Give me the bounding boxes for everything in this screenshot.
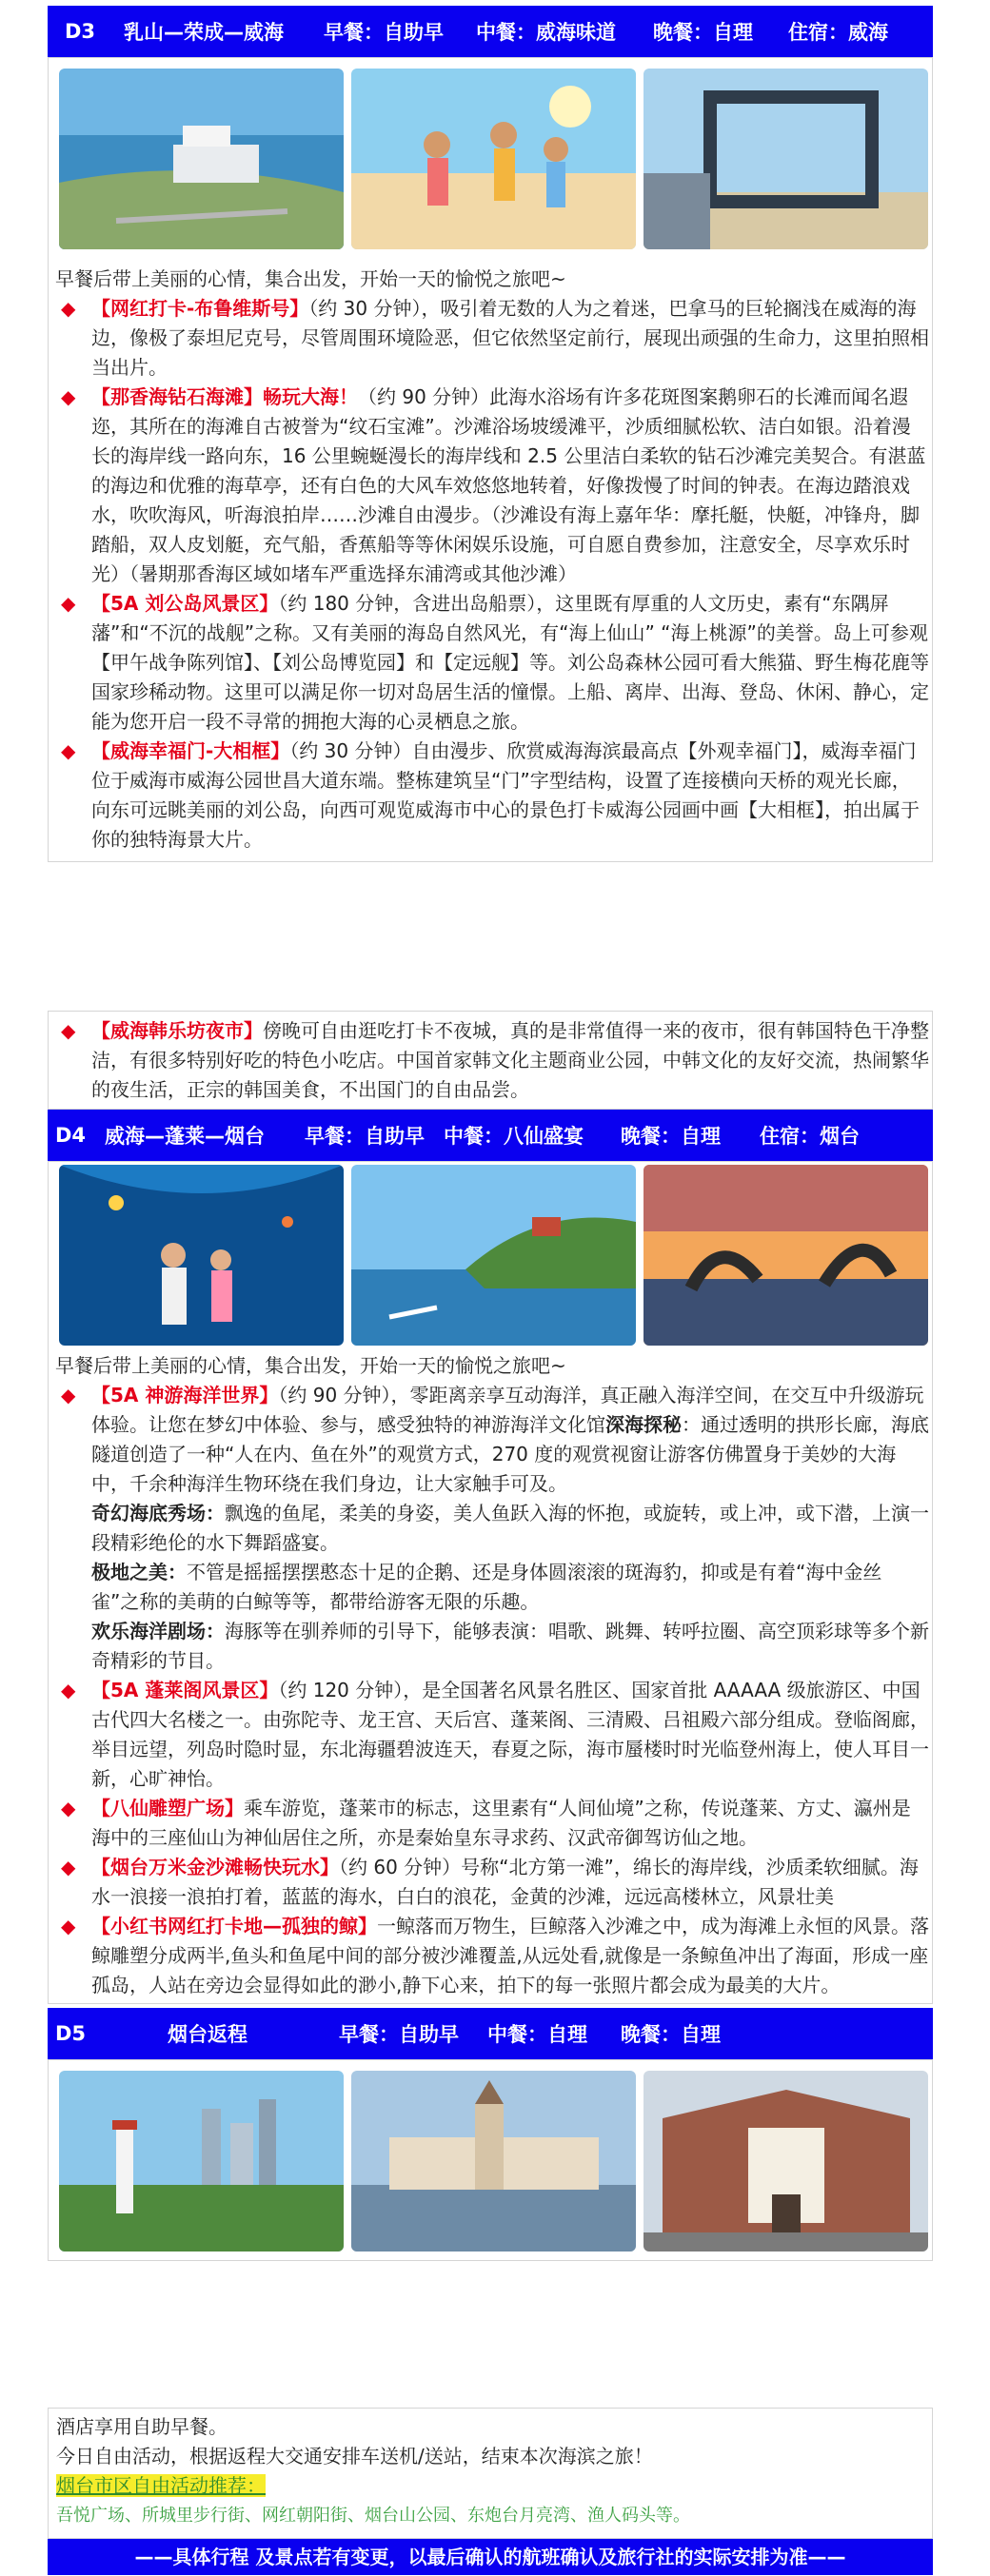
day5-gallery bbox=[59, 2071, 928, 2252]
sub-item-value: 不管是摇摇摆摆憨态十足的企鹅、还是身体圆滚滚的斑海豹，抑或是有着“海中金丝雀”之称的美萌的白鲸等等，都带给游客无限的乐趣。 bbox=[91, 1561, 882, 1613]
attraction-title: 【那香海钻石海滩】畅玩大海！ bbox=[91, 385, 358, 408]
attraction-title: 【5A 蓬莱阁风景区】 bbox=[91, 1679, 279, 1701]
route-label: 烟台返程 bbox=[168, 2023, 248, 2046]
attraction-text: 一鲸落而万物生，巨鲸落入沙滩之中，成为海滩上永恒的风景。落鲸雕塑分成两半,鱼头和鱼尾中间的部分被沙滩覆盖,从远处看,就像是一条鲸鱼冲出了海面，形成一座孤岛，人站在旁边会显得如此的渺小,静下心来，拍下的每一张照片都会成为最美的大片。 bbox=[91, 1915, 929, 1996]
hotel-label: 住宿：烟台 bbox=[760, 1125, 860, 1148]
attraction-highlight: 深海探秘 bbox=[605, 1413, 682, 1436]
diamond-bullet-icon: ◆ bbox=[61, 592, 76, 615]
sub-item-value: 飘逸的鱼尾，柔美的身姿，美人鱼跃入海的怀抱，或旋转，或上冲，或下潜，上演一段精彩绝伦的水下舞蹈盛宴。 bbox=[91, 1502, 929, 1554]
attraction-text: （约 30 分钟），吸引着无数的人为之着迷，巴拿马的巨轮搁浅在威海的海边，像极了泰坦尼克号，尽管周围环境险恶，但它依然坚定前行，展现出顽强的生命力，这里拍照相当出片。 bbox=[91, 297, 929, 379]
diamond-bullet-icon: ◆ bbox=[61, 1384, 76, 1406]
attraction-text: （约 180 分钟，含进出岛船票），这里既有厚重的人文历史，素有“东隅屏藩”和“不沉的战舰”之称。又有美丽的海岛自然风光，有“海上仙山” “海上桃源”的美誉。岛上可参观【甲午战争陈列馆】、【刘公岛博览园】和【定远舰】等。刘公岛森林公园可看大熊猫、野生梅花鹿等国家珍稀动物。这里可以满足你一切对岛居生活的憧憬。上船、离岸、出海、登岛、休闲、静心，定能为您开启一段不寻常的拥抱大海的心灵栖息之旅。 bbox=[91, 592, 929, 733]
sub-item-value: 海豚等在驯养师的引导下，能够表演：唱歌、跳舞、转呼拉圈、高空顶彩球等多个新奇精彩的节目。 bbox=[91, 1620, 929, 1672]
whale-sculpture-sunset-photo bbox=[644, 1165, 928, 1346]
attraction-title: 【烟台万米金沙滩畅快玩水】 bbox=[91, 1856, 339, 1878]
lunch-label: 中餐：八仙盛宴 bbox=[444, 1125, 584, 1148]
diamond-bullet-icon: ◆ bbox=[61, 385, 76, 408]
list-item bbox=[55, 1676, 929, 1794]
attraction-title: 【八仙雕塑广场】 bbox=[91, 1797, 244, 1819]
list-item bbox=[55, 589, 929, 737]
list-item bbox=[55, 1853, 929, 1912]
aquarium-family-photo bbox=[59, 1165, 344, 1346]
chaoyang-street-photo bbox=[644, 2071, 928, 2252]
diamond-bullet-icon: ◆ bbox=[61, 1019, 76, 1042]
list-item bbox=[55, 1016, 929, 1105]
attraction-title: 【威海韩乐坊夜市】 bbox=[91, 1019, 263, 1042]
attraction-text: （约 30 分钟）自由漫步、欣赏威海海滨最高点【外观幸福门】，威海幸福门位于威海市威海公园世昌大道东端。整栋建筑呈“门”字型结构，设置了连接横向天桥的观光长廊，向东可远眺美丽的刘公岛，向西可观览威海市中心的景色打卡威海公园画中画【大相框】，拍出属于你的独特海景大片。 bbox=[91, 739, 920, 851]
list-item bbox=[55, 383, 929, 589]
diamond-bullet-icon: ◆ bbox=[61, 1797, 76, 1819]
yantai-lighthouse-city-photo bbox=[59, 2071, 344, 2252]
day-label: D5 bbox=[55, 2022, 87, 2045]
dinner-label: 晚餐：自理 bbox=[653, 21, 753, 44]
info-line: 今日自由活动，根据返程大交通安排车送机/送站，结束本次海滨之旅！ bbox=[56, 2445, 653, 2468]
recommend-link[interactable]: 烟台市区自由活动推荐： bbox=[56, 2474, 266, 2497]
dinner-label: 晚餐：自理 bbox=[621, 2023, 721, 2046]
hotel-label: 住宿：威海 bbox=[788, 21, 888, 44]
attraction-text: 傍晚可自由逛吃打卡不夜城，真的是非常值得一来的夜市，很有韩国特色干净整洁，有很多特别好吃的特色小吃店。中国首家韩文化主题商业公园，中韩文化的友好交流，热闹繁华的夜生活，正宗的韩国美食，不出国门的自由品尝。 bbox=[91, 1019, 929, 1101]
day-label: D4 bbox=[55, 1124, 87, 1147]
sub-item bbox=[55, 1617, 929, 1676]
list-item bbox=[55, 294, 929, 383]
change-notice-bar: ——具体行程 及景点若有变更，以最后确认的航班确认及旅行社的实际安排为准—— bbox=[48, 2539, 933, 2575]
breakfast-label: 早餐：自助早 bbox=[339, 2023, 459, 2046]
list-item bbox=[55, 1381, 929, 1499]
attraction-title: 【威海幸福门-大相框】 bbox=[91, 739, 290, 762]
breakfast-label: 早餐：自助早 bbox=[305, 1125, 425, 1148]
day3-gallery bbox=[59, 69, 928, 249]
day5-info bbox=[48, 2408, 933, 2539]
diamond-bullet-icon: ◆ bbox=[61, 1679, 76, 1701]
list-item bbox=[55, 737, 929, 855]
scenic-pier-photo bbox=[59, 69, 344, 249]
intro-text: 早餐后带上美丽的心情，集合出发，开始一天的愉悦之旅吧~ bbox=[55, 1354, 566, 1377]
night-market-text bbox=[55, 1016, 929, 1108]
day-label: D3 bbox=[65, 20, 96, 43]
diamond-bullet-icon: ◆ bbox=[61, 297, 76, 320]
attraction-text: （约 120 分钟），是全国著名风景名胜区、国家首批 AAAAA 级旅游区、中国古代四大名楼之一。由弥陀寺、龙王宫、天后宫、蓬莱阁、三清殿、吕祖殿六部分组成。登临阁廊，举目远望，列岛时隐时显，东北海疆碧波连天，春夏之际，海市蜃楼时时光临登州海上，使人耳目一新，心旷神怡。 bbox=[91, 1679, 929, 1790]
attraction-text: （约 60 分钟）号称“北方第一滩”，绵长的海岸线，沙质柔软细腻。海水一浪接一浪拍打着，蓝蓝的海水，白白的浪花，金黄的沙滩，远远高楼林立，风景壮美 bbox=[91, 1856, 919, 1908]
list-item bbox=[55, 1794, 929, 1853]
diamond-bullet-icon: ◆ bbox=[61, 739, 76, 762]
lunch-label: 中餐：威海味道 bbox=[476, 21, 616, 44]
route-label: 乳山—荣成—威海 bbox=[124, 21, 284, 44]
beach-friends-photo bbox=[351, 69, 636, 249]
diamond-bullet-icon: ◆ bbox=[61, 1915, 76, 1937]
attraction-title: 【网红打卡-布鲁维斯号】 bbox=[91, 297, 309, 320]
recommend-list: 吾悦广场、所城里步行街、网红朝阳街、烟台山公园、东炮台月亮湾、渔人码头等。 bbox=[56, 2506, 690, 2526]
day3-text bbox=[55, 265, 929, 858]
attraction-text: ：通过透明的拱形长廊，海底隧道创造了一种“人在内、鱼在外”的观赏方式，270 度的观赏视窗让游客仿佛置身于美妙的大海中，千余种海洋生物环绕在我们身边，让大家触手可及。 bbox=[91, 1413, 929, 1495]
dinner-label: 晚餐：自理 bbox=[621, 1125, 721, 1148]
penglai-coast-photo bbox=[351, 1165, 636, 1346]
day4-header-bar bbox=[48, 1110, 933, 1161]
attraction-title: 【小红书网红打卡地—孤独的鲸】 bbox=[91, 1915, 377, 1937]
day3-header-bar bbox=[48, 6, 933, 57]
attraction-title: 【5A 神游海洋世界】 bbox=[91, 1384, 279, 1406]
info-line: 酒店享用自助早餐。 bbox=[56, 2415, 228, 2438]
attraction-title: 【5A 刘公岛风景区】 bbox=[91, 592, 279, 615]
list-item bbox=[55, 1912, 929, 2000]
harbor-church-photo bbox=[351, 2071, 636, 2252]
breakfast-label: 早餐：自助早 bbox=[324, 21, 444, 44]
sub-item-key: 极地之美： bbox=[91, 1561, 187, 1583]
lunch-label: 中餐：自理 bbox=[487, 2023, 587, 2046]
attraction-text: 乘车游览，蓬莱市的标志，这里素有“人间仙境”之称，传说蓬莱、方丈、瀛州是海中的三座仙山为神仙居住之所，亦是秦始皇东寻求药、汉武帝御驾访仙之地。 bbox=[91, 1797, 911, 1849]
diamond-bullet-icon: ◆ bbox=[61, 1856, 76, 1878]
day5-header-bar bbox=[48, 2008, 933, 2059]
route-label: 威海—蓬莱—烟台 bbox=[105, 1125, 265, 1148]
sub-item-key: 欢乐海洋剧场： bbox=[91, 1620, 225, 1642]
attraction-text: （约 90 分钟）此海水浴场有许多花斑图案鹅卵石的长滩而闻名遐迩，其所在的海滩自古被誉为“纹石宝滩”。沙滩浴场坡缓滩平，沙质细腻松软、洁白如银。沿着漫长的海岸线一路向东，16 公里蜿蜒漫长的海岸线和 2.5 公里洁白柔软的钻石沙滩完美契合。有湛蓝的海边和优雅的海草亭，还有白色的大风车效悠悠地转着，好像拨慢了时间的钟表。在海边踏浪戏水，吹吹海风，听海浪拍岸……沙滩自由漫步。（沙滩设有海上嘉年华：摩托艇，快艇，冲锋舟，脚踏船，双人皮划艇，充气船，香蕉船等等休闲娱乐设施，可自愿自费参加，注意安全，尽享欢乐时光）（暑期那香海区域如堵车严重选择东浦湾或其他沙滩） bbox=[91, 385, 926, 585]
attraction-text: （约 90 分钟），零距离亲享互动海洋，真正融入海洋空间，在交互中升级游玩体验。让您在梦幻中体验、参与，感受独特的神游海洋文化馆 bbox=[91, 1384, 924, 1436]
day4-gallery bbox=[59, 1165, 928, 1346]
sub-item bbox=[55, 1499, 929, 1558]
intro-text: 早餐后带上美丽的心情，集合出发，开始一天的愉悦之旅吧~ bbox=[55, 267, 566, 290]
happiness-gate-frame-photo bbox=[644, 69, 928, 249]
day4-text bbox=[55, 1351, 929, 2004]
sub-item-key: 奇幻海底秀场： bbox=[91, 1502, 225, 1524]
sub-item bbox=[55, 1558, 929, 1617]
